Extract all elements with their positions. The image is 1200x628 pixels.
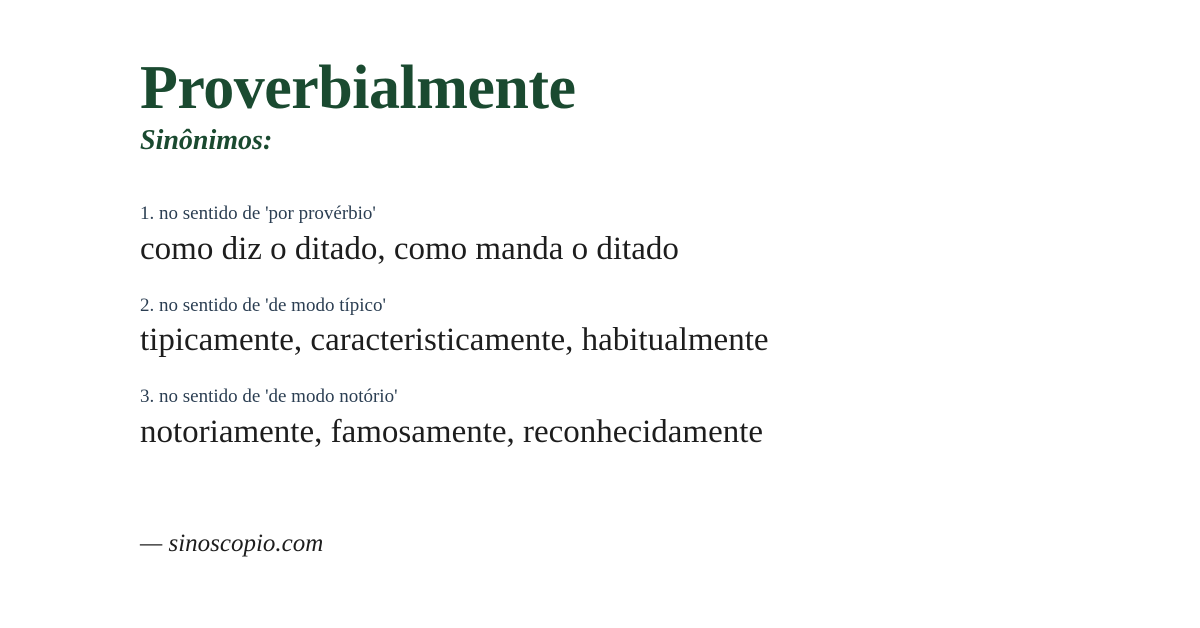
sense-label: 3. no sentido de 'de modo notório' bbox=[140, 386, 398, 408]
sense-block-3 bbox=[140, 386, 1140, 452]
sense-synonyms: notoriamente, famosamente, reconhecidamente bbox=[140, 413, 764, 450]
synonyms-subtitle: Sinônimos: bbox=[140, 125, 273, 157]
sense-synonyms: como diz o ditado, como manda o ditado bbox=[140, 231, 679, 268]
sense-label: 2. no sentido de 'de modo típico' bbox=[140, 294, 386, 316]
sense-block-2 bbox=[140, 295, 1140, 361]
attribution-source: — sinoscopio.com bbox=[140, 530, 324, 558]
sense-block-1 bbox=[140, 203, 1140, 269]
sense-synonyms: tipicamente, caracteristicamente, habitualmente bbox=[140, 322, 769, 359]
word-title: Proverbialmente bbox=[140, 54, 576, 122]
sense-label: 1. no sentido de 'por provérbio' bbox=[140, 203, 376, 225]
senses-list bbox=[140, 203, 1140, 452]
